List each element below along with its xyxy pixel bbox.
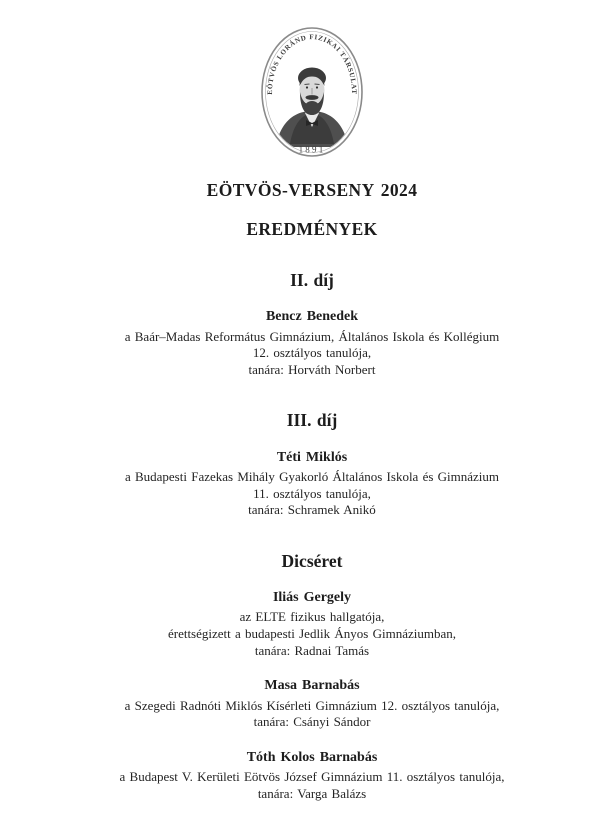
winner-details (24, 698, 600, 731)
prize-entry (24, 750, 600, 803)
entry-detail-line: tanára: Schramek Anikó (248, 502, 376, 518)
page-subtitle: EREDMÉNYEK (246, 218, 378, 239)
prize-entry (24, 450, 600, 519)
winner-details (24, 329, 600, 379)
winner-details (24, 609, 600, 659)
section-heading-honorable-mention: Dicséret (281, 550, 343, 571)
prize-entry (24, 590, 600, 659)
section-heading-third-prize: III. díj (286, 410, 338, 431)
entry-detail-line: 12. osztályos tanulója, (252, 345, 372, 361)
entry-detail-line: érettségizett a budapesti Jedlik Ányos Gimnáziumban, (167, 626, 457, 642)
entry-detail-line: tanára: Csányi Sándor (253, 714, 371, 730)
winner-name: Tóth Kolos Barnabás (246, 749, 378, 765)
seal-ring-text: EÖTVÖS LORÁND FIZIKAI TÁRSULAT (265, 33, 359, 95)
entry-detail-line: a Budapesti Fazekas Mihály Gyakorló Általános Iskola és Gimnázium (124, 469, 500, 485)
entry-detail-line: a Budapest V. Kerületi Eötvös József Gimnázium 11. osztályos tanulója, (119, 769, 505, 785)
prize-entry (24, 309, 600, 378)
entry-detail-line: a Baár–Madas Református Gimnázium, Általános Iskola és Kollégium (124, 328, 500, 344)
page-title: EÖTVÖS-VERSENY 2024 (206, 180, 418, 200)
winner-details (24, 769, 600, 802)
prize-entry (24, 678, 600, 731)
entry-detail-line: tanára: Varga Balázs (257, 785, 367, 801)
winner-name: Téti Miklós (276, 449, 348, 465)
winner-name: Masa Barnabás (264, 678, 360, 694)
winner-name: Bencz Benedek (265, 309, 359, 325)
winner-name: Iliás Gergely (272, 590, 352, 606)
winner-details (24, 469, 600, 519)
entry-detail-line: az ELTE fizikus hallgatója, (239, 609, 385, 625)
seal-year: 1891 (298, 144, 326, 155)
entry-detail-line: tanára: Horváth Norbert (248, 361, 376, 377)
society-seal (24, 0, 600, 160)
entry-detail-line: tanára: Radnai Tamás (254, 642, 370, 658)
section-heading-second-prize: II. díj (290, 270, 334, 290)
entry-detail-line: a Szegedi Radnóti Miklós Kísérleti Gimnázium 12. osztályos tanulója, (124, 697, 500, 713)
society-seal-image (260, 26, 364, 158)
entry-detail-line: 11. osztályos tanulója, (253, 485, 371, 501)
